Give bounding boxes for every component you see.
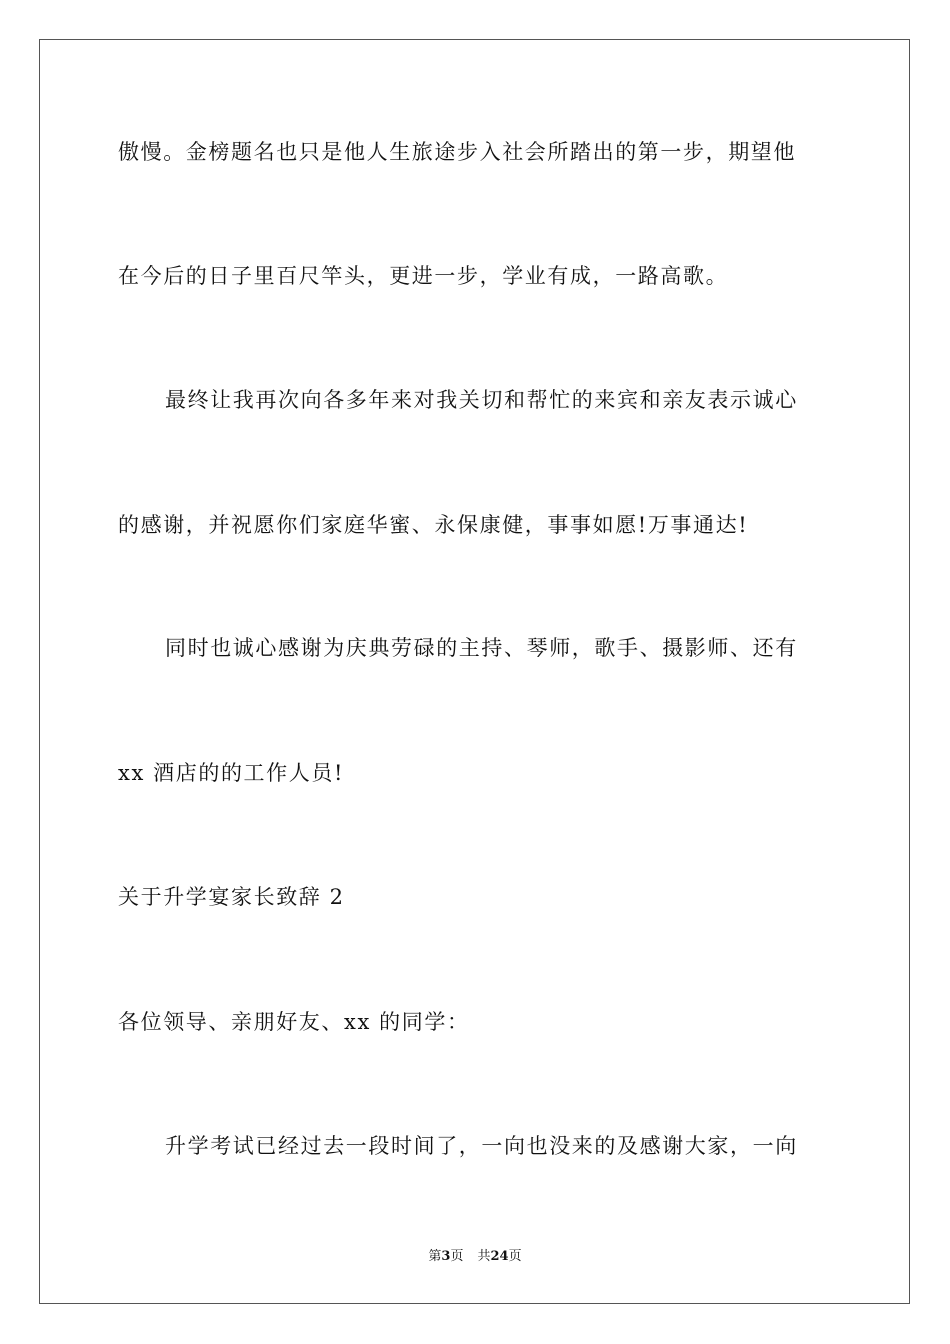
- salutation-line: 各位领导、亲朋好友、xx 的同学：: [118, 1010, 470, 1034]
- section-heading: 关于升学宴家长致辞 2: [118, 885, 345, 909]
- footer-page-prefix: 第: [428, 1249, 442, 1264]
- text-line-2: 在今后的日子里百尺竿头，更进一步，学业有成，一路高歌。: [118, 264, 729, 288]
- footer-total-suffix: 页: [508, 1249, 522, 1264]
- text-line-1: 傲慢。金榜题名也只是他人生旅途步入社会所踏出的第一步，期望他: [118, 140, 796, 164]
- text-line-5: 同时也诚心感谢为庆典劳碌的主持、琴师，歌手、摄影师、还有: [165, 636, 798, 660]
- page-footer: [0, 1249, 950, 1265]
- text-line-4: 的感谢，并祝愿你们家庭华蜜、永保康健，事事如愿!万事通达!: [118, 513, 749, 537]
- page-border: [39, 39, 910, 1304]
- footer-total-prefix: 共: [477, 1249, 491, 1264]
- footer-page-total: 24: [490, 1249, 509, 1264]
- text-line-3: 最终让我再次向各多年来对我关切和帮忙的来宾和亲友表示诚心: [165, 388, 798, 412]
- footer-page-suffix: 页: [450, 1249, 464, 1264]
- text-line-6: xx 酒店的的工作人员!: [118, 761, 344, 785]
- text-line-9: 升学考试已经过去一段时间了，一向也没来的及感谢大家，一向: [165, 1134, 798, 1158]
- footer-page-current: 3: [441, 1249, 451, 1264]
